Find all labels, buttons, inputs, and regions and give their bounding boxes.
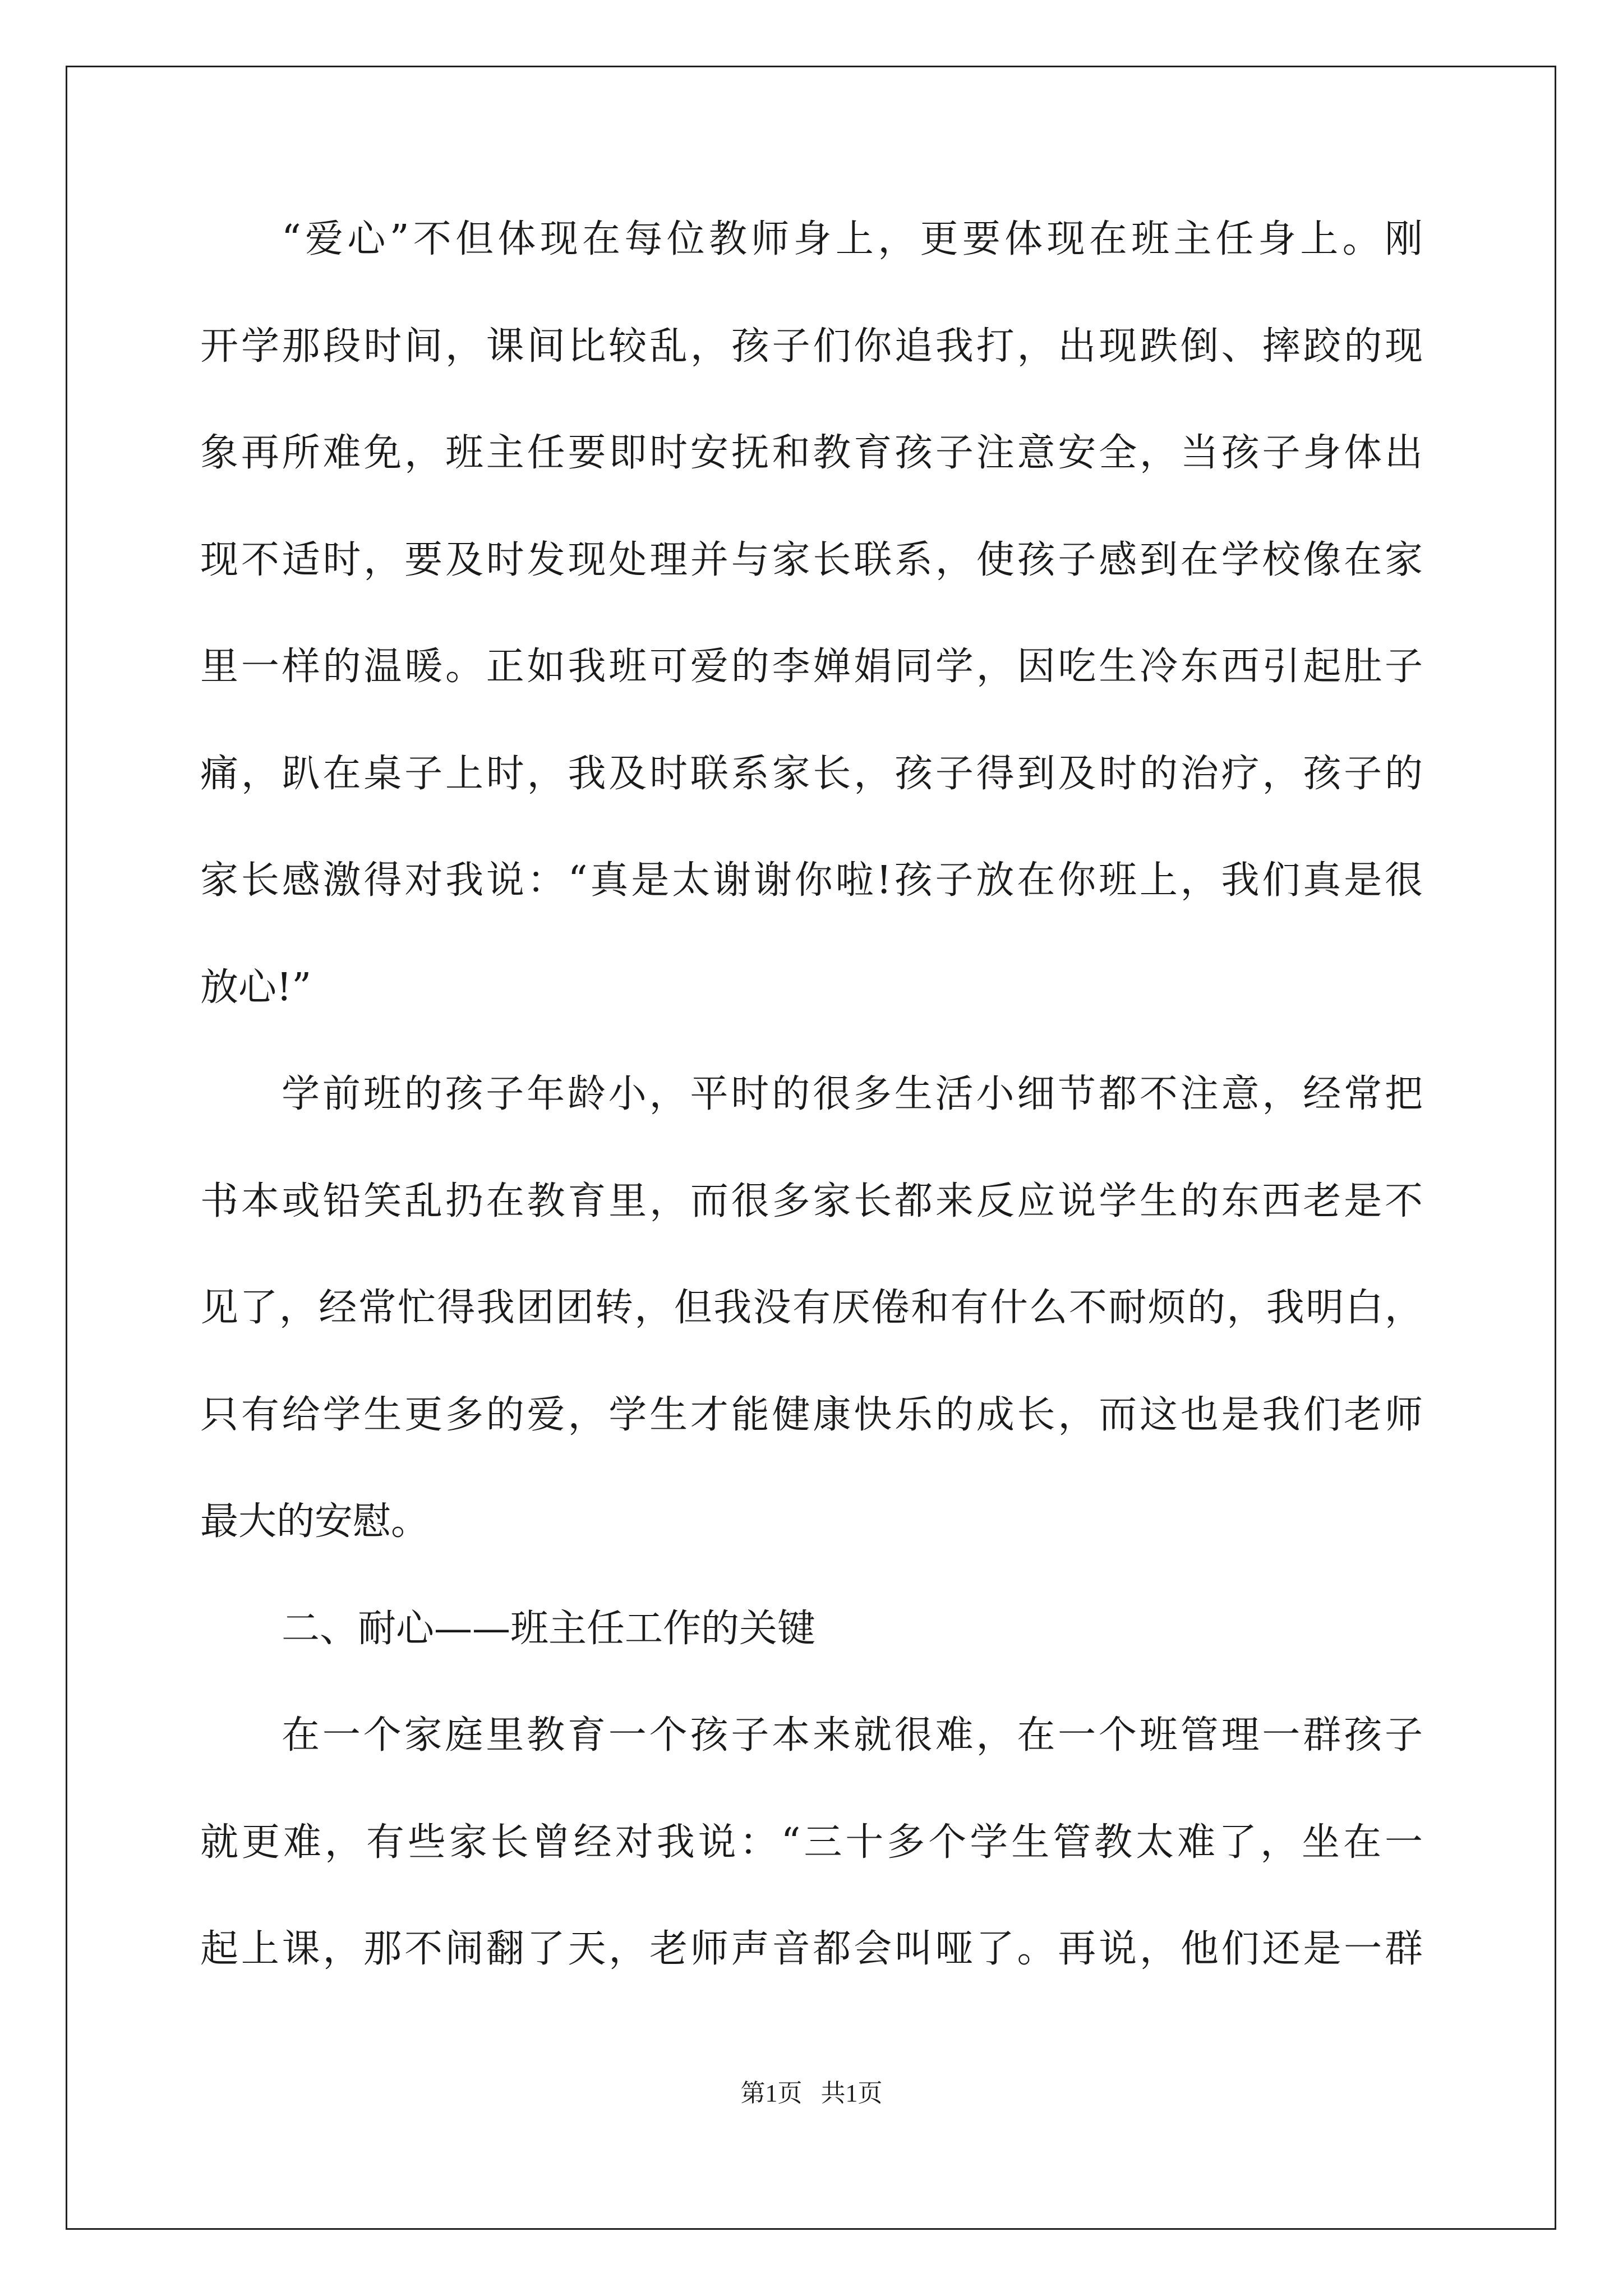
section-heading: 二、耐心——班主任工作的关键: [282, 1606, 816, 1651]
text-line-13: 最大的安慰。: [200, 1499, 430, 1544]
text-line-4: 现不适时，要及时发现处理并与家长联系，使孩子感到在学校像在家: [200, 537, 1423, 582]
text-line-6: 痛，趴在桌子上时，我及时联系家长，孩子得到及时的治疗，孩子的: [200, 751, 1423, 796]
text-line-2: 开学那段时间，课间比较乱，孩子们你追我打，出现跌倒、摔跤的现: [200, 324, 1423, 369]
text-line-3: 象再所难免，班主任要即时安抚和教育孩子注意安全，当孩子身体出: [200, 431, 1423, 475]
text-line-17: 起上课，那不闹翻了天，老师声音都会叫哑了。再说，他们还是一群: [200, 1927, 1423, 1971]
text-line-5: 里一样的温暖。正如我班可爱的李婵娟同学，因吃生冷东西引起肚子: [200, 645, 1423, 689]
page-number-label: 第1页 共1页: [740, 2079, 883, 2107]
text-line-16: 就更难，有些家长曾经对我说：“三十多个学生管教太难了，坐在一: [200, 1820, 1423, 1865]
page-footer: [0, 2077, 1623, 2110]
text-line-10: 书本或铅笑乱扔在教育里，而很多家长都来反应说学生的东西老是不: [200, 1179, 1423, 1223]
text-line-12: 只有给学生更多的爱，学生才能健康快乐的成长，而这也是我们老师: [200, 1392, 1423, 1437]
text-line-7: 家长感激得对我说：“真是太谢谢你啦!孩子放在你班上，我们真是很: [200, 858, 1423, 903]
document-body: [200, 209, 1423, 2026]
text-line-9: 学前班的孩子年龄小，平时的很多生活小细节都不注意，经常把: [282, 1072, 1423, 1116]
text-line-8: 放心!”: [200, 965, 312, 1010]
text-line-11: 见了，经常忙得我团团转，但我没有厌倦和有什么不耐烦的，我明白，: [200, 1286, 1423, 1330]
text-line-1: “爱心”不但体现在每位教师身上，更要体现在班主任身上。刚: [282, 217, 1423, 261]
text-line-15: 在一个家庭里教育一个孩子本来就很难，在一个班管理一群孩子: [282, 1713, 1423, 1757]
